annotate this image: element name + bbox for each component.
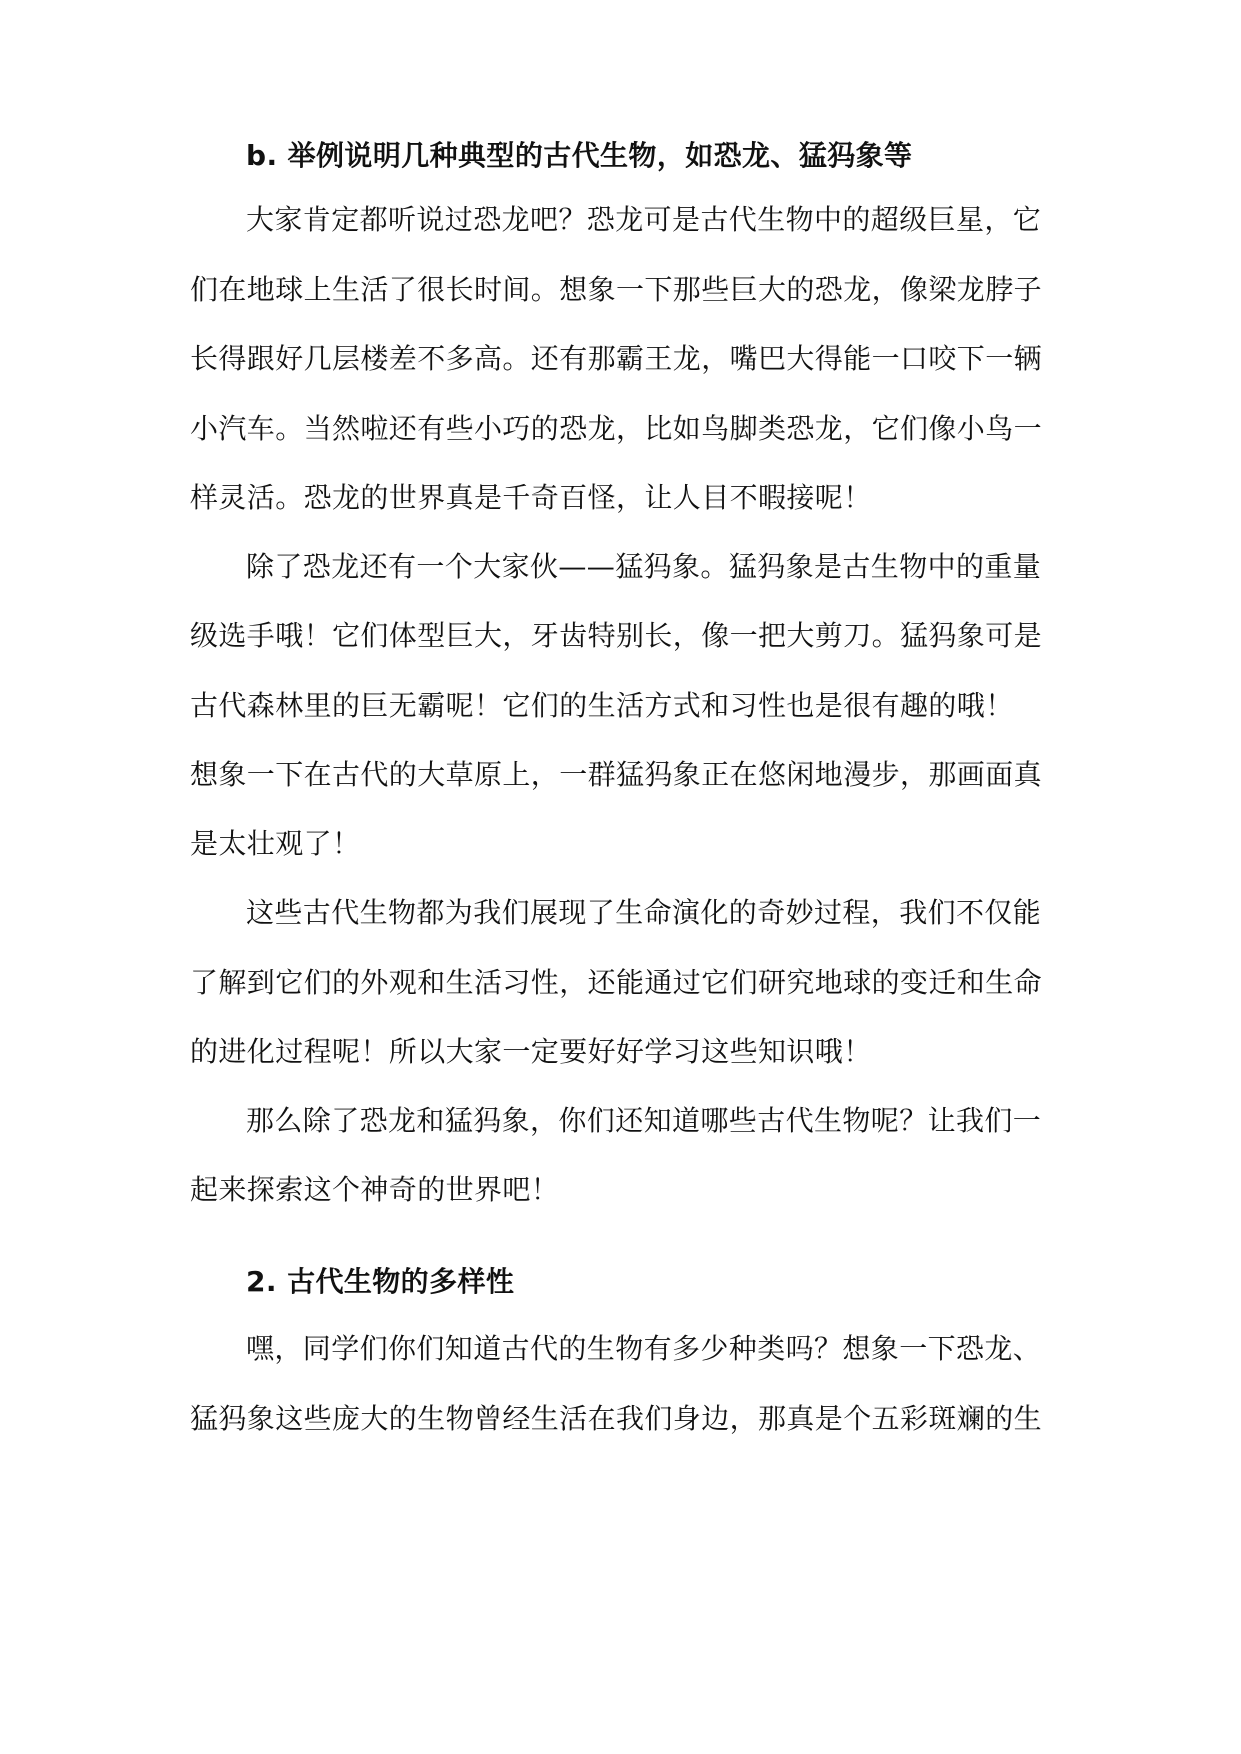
paragraph-line: 是太壮观了！ [190,827,361,860]
paragraph-line: 嘿，同学们你们知道古代的生物有多少种类吗？想象一下恐龙、 [246,1332,1042,1365]
paragraph-line: 大家肯定都听说过恐龙吧？恐龙可是古代生物中的超级巨星，它 [246,203,1042,236]
paragraph-line: 古代森林里的巨无霸呢！它们的生活方式和习性也是很有趣的哦！ [190,689,1014,722]
paragraph-line: 小汽车。当然啦还有些小巧的恐龙，比如鸟脚类恐龙，它们像小鸟一 [190,412,1043,445]
paragraph-line: 这些古代生物都为我们展现了生命演化的奇妙过程，我们不仅能 [246,896,1042,929]
paragraph-line: 的进化过程呢！所以大家一定要好好学习这些知识哦！ [190,1035,872,1068]
paragraph-line: 起来探索这个神奇的世界吧！ [190,1173,560,1206]
paragraph-line: 长得跟好几层楼差不多高。还有那霸王龙，嘴巴大得能一口咬下一辆 [190,342,1043,375]
paragraph-line: 猛犸象这些庞大的生物曾经生活在我们身边，那真是个五彩斑斓的生 [190,1402,1043,1435]
section-heading-2: 2. 古代生物的多样性 [246,1265,515,1298]
paragraph-line: 那么除了恐龙和猛犸象，你们还知道哪些古代生物呢？让我们一 [246,1104,1042,1137]
section-heading-b: b. 举例说明几种典型的古代生物，如恐龙、猛犸象等 [246,139,913,172]
paragraph-line: 了解到它们的外观和生活习性，还能通过它们研究地球的变迁和生命 [190,966,1043,999]
paragraph-line: 样灵活。恐龙的世界真是千奇百怪，让人目不暇接呢！ [190,481,872,514]
paragraph-line: 们在地球上生活了很长时间。想象一下那些巨大的恐龙，像梁龙脖子 [190,273,1043,306]
paragraph-line: 除了恐龙还有一个大家伙——猛犸象。猛犸象是古生物中的重量 [246,550,1042,583]
paragraph-line: 级选手哦！它们体型巨大，牙齿特别长，像一把大剪刀。猛犸象可是 [190,619,1043,652]
paragraph-line: 想象一下在古代的大草原上，一群猛犸象正在悠闲地漫步，那画面真 [190,758,1043,791]
